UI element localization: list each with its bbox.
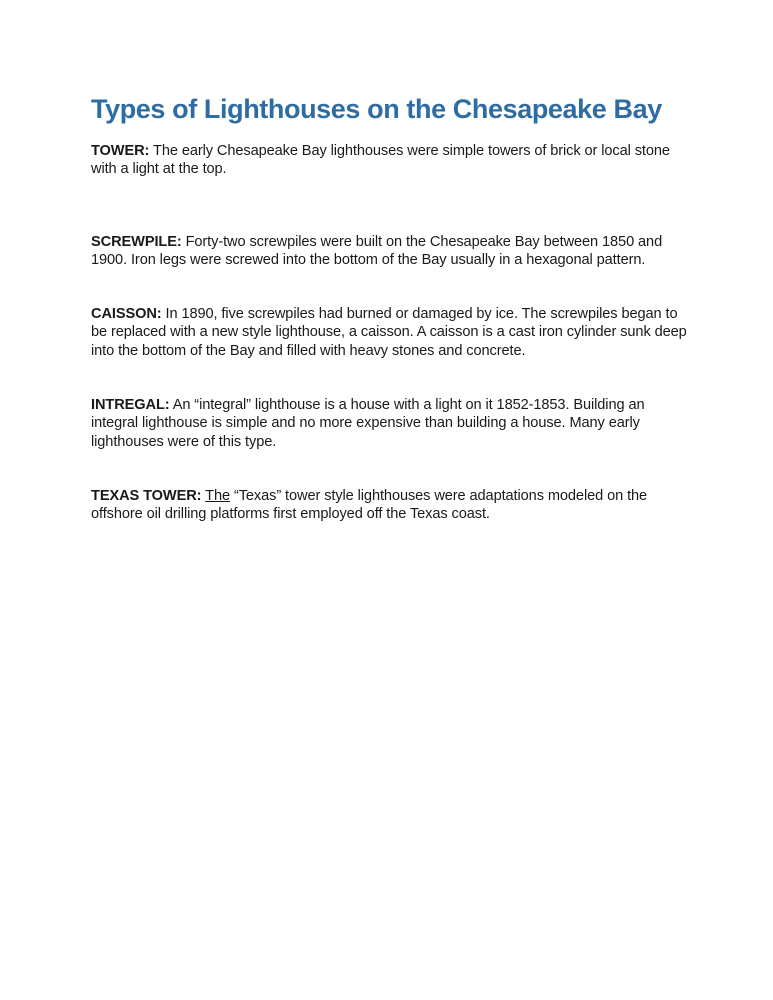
section-term: SCREWPILE: [91,233,182,250]
section-integral [91,396,691,451]
section-text: “Texas” tower style lighthouses were adaptations modeled on the offshore oil drilling platforms first employed off the Texas coast. [91,487,648,523]
section-term: TEXAS TOWER: [91,487,202,504]
section-screwpile [91,233,691,270]
underlined-word: The [205,487,230,504]
section-term: TOWER: [91,143,150,159]
section-caisson [91,305,691,360]
document-title: Types of Lighthouses on the Chesapeake Bay [91,94,662,124]
section-text: The early Chesapeake Bay lighthouses were simple towers of brick or local stone with a light at the top. [91,143,670,178]
section-term: INTREGAL: [91,397,170,414]
section-term: CAISSON: [91,306,162,323]
section-text: In 1890, five screwpiles had burned or damaged by ice. The screwpiles began to be replaced with a new style lighthouse, a caisson. A caisson is a cast iron cylinder sunk deep into the bottom of the Bay and filled with heavy stones and concrete. [91,306,687,359]
section-texas-tower [91,487,691,524]
section-text: An “integral” lighthouse is a house with a light on it 1852-1853. Building an integral lighthouse is simple and no more expensive than building a house. Many early lighthouses were of this type. [91,397,645,450]
section-tower [91,142,691,179]
document-page [91,90,691,524]
section-text: Forty-two screwpiles were built on the Chesapeake Bay between 1850 and 1900. Iron legs were screwed into the bottom of the Bay usually in a hexagonal pattern. [91,233,663,268]
